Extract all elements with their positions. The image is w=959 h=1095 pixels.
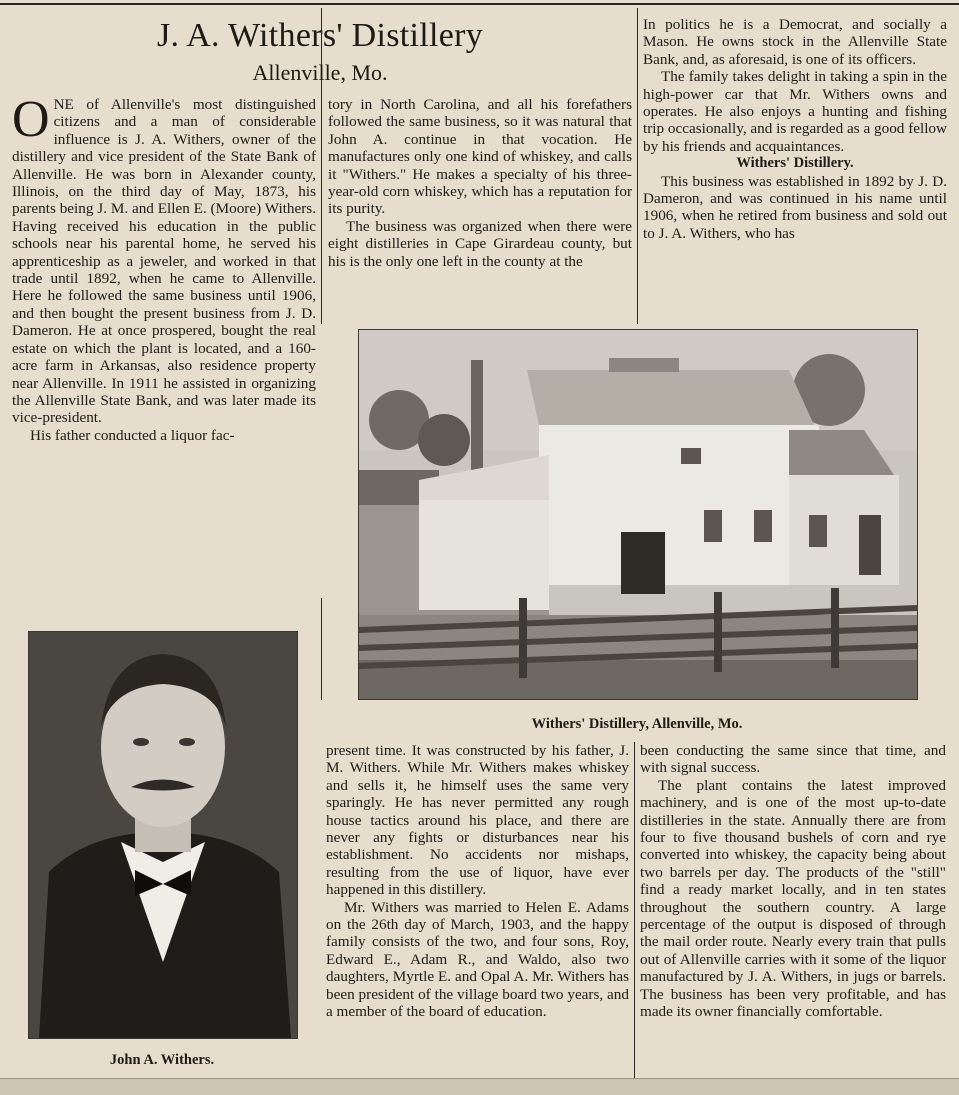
- column-3-bottom-text: [640, 742, 946, 1021]
- top-rule: [0, 3, 959, 5]
- paragraph: present time. It was constructed by his father, J. M. Withers. While Mr. Withers makes whiskey and sells it, he himself uses the same very sparingly. He has never permitted any rough house tactics around his place, and there are never any fights or disturbances near his establishment. No accidents nor mishaps, resulting from the use of liquor, have ever happened in this distillery.: [326, 742, 629, 899]
- portrait-caption: John A. Withers.: [109, 1052, 215, 1068]
- paragraph: Mr. Withers was married to Helen E. Adams on the 26th day of March, 1903, and the happy family consists of the two, and four sons, Roy, Edward E., Adam R., and Waldo, also two daughters, Myrtle E. and Opal A. Mr. Withers has been president of the village board two years, and a member of the board of education.: [326, 898, 629, 1021]
- paragraph: been conducting the same since that time, and with signal success.: [640, 742, 946, 777]
- paragraph: This business was established in 1892 by J. D. Dameron, and was continued in his name until 1906, when he retired from business and sold out to J. A. Withers, who has: [643, 172, 947, 242]
- paragraph: tory in North Carolina, and all his forefathers followed the same business, so it was natural that John A. continue in that vocation. He manufactures only one kind of whiskey, and calls it "Withers." He makes a specialty of his three-year-old corn whiskey, which has a reputation for its purity.: [328, 96, 632, 218]
- column-1-text: [12, 91, 316, 444]
- portrait-photo: [28, 631, 298, 1039]
- paragraph-text: NE of Allenville's most distinguished citizens and a man of considerable influence is J. A. Withers, owner of the distillery and vice president of the State Bank of Allenville. He was born in Alexander county, Illinois, on the third day of May, 1873, his parents being J. M. and Ellen E. (Moore) Withers. Having received his education in the public schools near his parental home, he served his apprenticeship as a jeweler, and worked in that trade until 1892, when he came to Allenville. Here he followed the same business until 1906, and then bought the present business from J. D. Dameron. He at once prospered, bought the real estate on which the plant is located, and a 160-acre farm in Arkansas, also residence property near Allenville. In 1911 he assisted in organizing the Allenville State Bank, and was later made its vice-president.: [12, 96, 316, 427]
- page-bottom-edge: [0, 1078, 959, 1095]
- distillery-illustration: [359, 330, 917, 699]
- column-2-bottom-text: [326, 742, 629, 1021]
- distillery-photo: [358, 329, 918, 700]
- paragraph: The family takes delight in taking a spin in the high-power car that Mr. Withers owns and operates. He also enjoys a hunting and fishing trip occasionally, and is regarded as a good fellow by his friends and acquaintances.: [643, 68, 947, 155]
- column-rule-2: [637, 8, 638, 324]
- column-rule-4: [634, 742, 635, 1078]
- paragraph: The plant contains the latest improved machinery, and is one of the most up-to-date distilleries in the state. Annually there are from four to five thousand bushels of corn and rye converted into whiskey, the capacity being about two barrels per day. The products of the "still" find a ready market locally, and in ten states throughout the southern country. A large percentage of the output is disposed of through the mail order route. Nearly every train that pulls out of Allenville carries with it some of the liquor manufactured by J. A. Withers, in jugs or barrels. The business has been very profitable, and has made its owner financially comfortable.: [640, 776, 946, 1021]
- column-3-top-text: [643, 16, 947, 242]
- drop-cap: O: [12, 91, 50, 148]
- portrait-illustration: [29, 632, 297, 1038]
- distillery-photo-caption: Withers' Distillery, Allenville, Mo.: [531, 716, 743, 732]
- column-2-top-text: [328, 96, 632, 270]
- paragraph: [12, 91, 316, 427]
- paragraph: The business was organized when there were eight distilleries in Cape Girardeau county, but his is the only one left in the county at the: [328, 217, 632, 270]
- article-title: J. A. Withers' Distillery: [156, 17, 484, 54]
- column-rule-3: [321, 598, 322, 700]
- section-subheading: Withers' Distillery.: [736, 155, 854, 172]
- article-subtitle: Allenville, Mo.: [252, 60, 388, 85]
- paragraph: His father conducted a liquor fac-: [30, 426, 235, 444]
- paragraph: In politics he is a Democrat, and socially a Mason. He owns stock in the Allenville State Bank, and, as aforesaid, is one of its officers.: [643, 16, 947, 68]
